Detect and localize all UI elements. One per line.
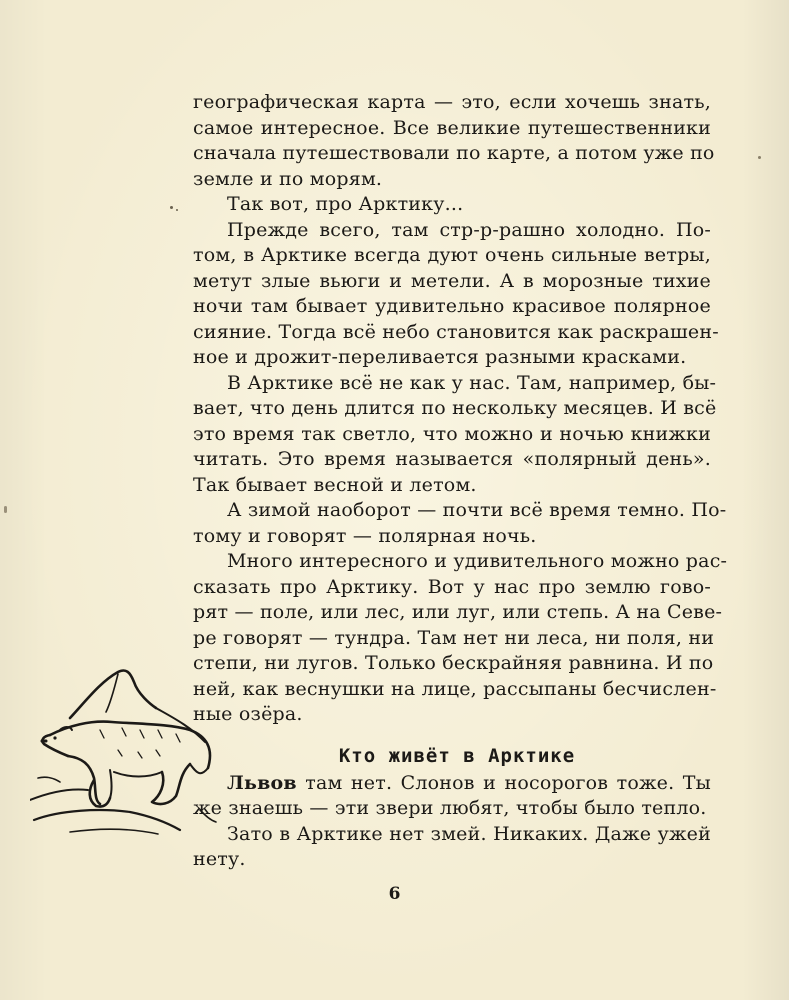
text-line: Так вот, про Арктику... <box>227 193 464 215</box>
text-line: степи, ни лугов. Только бескрайняя равнина. И по <box>193 652 714 674</box>
text-block <box>193 90 728 873</box>
text-line: метут злые вьюги и метели. А в морозные тихие <box>193 269 711 292</box>
text-line: ней, как веснушки на лице, рассыпаны бесчислен- <box>193 677 717 700</box>
text-line <box>193 771 711 797</box>
paper-speck <box>170 206 173 209</box>
text-line: ные озёра. <box>193 703 303 725</box>
text-line: это время так светло, что можно и ночью книжки <box>193 422 711 445</box>
text-line: нету. <box>193 848 246 870</box>
text-line: вает, что день длится по нескольку месяцев. И всё <box>193 397 717 419</box>
text-line: Зато в Арктике нет змей. Никаких. Даже ужей <box>227 822 711 845</box>
text-line: Прежде всего, там стр-р-рашно холодно. По- <box>227 218 711 241</box>
text-line: земле и по морям. <box>193 167 383 190</box>
text-line: тому и говорят — полярная ночь. <box>193 524 537 547</box>
text-line: том, в Арктике всегда дуют очень сильные ветры, <box>193 244 711 266</box>
page-number: 6 <box>388 884 401 904</box>
text-line: рят — поле, или лес, или луг, или степь. А на Севе- <box>193 601 723 623</box>
text-line: сначала путешествовали по карте, а потом уже по <box>193 142 715 164</box>
text-line: же знаешь — эти звери любят, чтобы было тепло. <box>193 797 707 819</box>
text-line: сияние. Тогда всё небо становится как раскрашен- <box>193 320 719 343</box>
section-title: Кто живёт в Арктике <box>338 744 576 767</box>
text-line: самое интересное. Все великие путешественники <box>193 116 711 139</box>
paper-speck <box>758 156 761 159</box>
text-line: ре говорят — тундра. Там нет ни леса, ни поля, ни <box>193 626 715 649</box>
text-line: А зимой наоборот — почти всё время темно. По- <box>227 499 727 521</box>
text-line: сказать про Арктику. Вот у нас про землю гово- <box>193 575 711 598</box>
paper-speck <box>4 506 7 513</box>
text-line: В Арктике всё не как у нас. Там, например, бы- <box>227 371 717 394</box>
text-line: ночи там бывает удивительно красивое полярное <box>193 295 711 317</box>
paper-speck <box>176 209 178 211</box>
text-line: Много интересного и удивительного можно рас- <box>227 550 728 572</box>
text-line: Так бывает весной и летом. <box>193 473 477 496</box>
text-line: ное и дрожит-переливается разными красками. <box>193 346 687 368</box>
text-line-rest: там нет. Слонов и носорогов тоже. Ты <box>296 771 711 794</box>
text-line: читать. Это время называется «полярный день». <box>193 448 711 470</box>
dropcap-word: Львов <box>227 771 297 794</box>
polar-bear-sketch-icon <box>30 660 220 850</box>
text-line: географическая карта — это, если хочешь знать, <box>193 91 711 113</box>
